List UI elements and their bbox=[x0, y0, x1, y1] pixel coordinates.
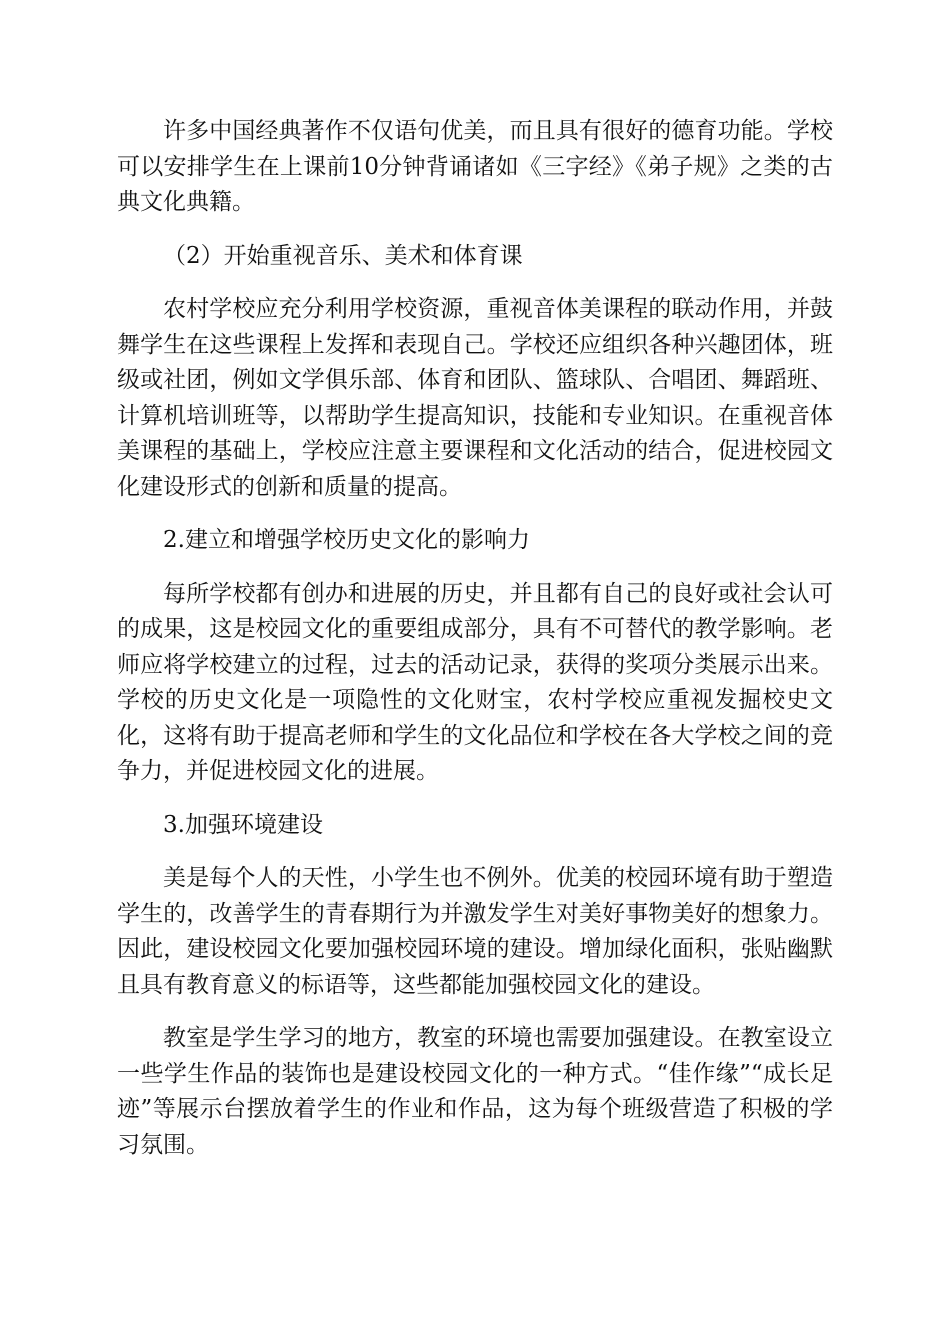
paragraph-environment: 美是每个人的天性，小学生也不例外。优美的校园环境有助于塑造学生的，改善学生的青春期行为并激发学生对美好事物美好的想象力。因此，建设校园文化要加强校园环境的建设。增加绿化面积，张贴幽默且具有教育意义的标语等，这些都能加强校园文化的建设。 bbox=[117, 865, 833, 998]
heading-school-history: 2.建立和增强学校历史文化的影响力 bbox=[163, 527, 530, 553]
heading-music-art-pe: （2）开始重视音乐、美术和体育课 bbox=[163, 242, 523, 269]
paragraph-school-history: 每所学校都有创办和进展的历史，并且都有自己的良好或社会认可的成果，这是校园文化的重要组成部分，具有不可替代的教学影响。老师应将学校建立的过程，过去的活动记录，获得的奖项分类展示出来。学校的历史文化是一项隐性的文化财宝，农村学校应重视发掘校史文化，这将有助于提高老师和学生的文化品位和学校在各大学校之间的竞争力，并促进校园文化的进展。 bbox=[117, 580, 833, 784]
paragraph-classroom: 教室是学生学习的地方，教室的环境也需要加强建设。在教室设立一些学生作品的装饰也是建设校园文化的一种方式。“佳作缘”“成长足迹”等展示台摆放着学生的作业和作品，这为每个班级营造了积极的学习氛围。 bbox=[117, 1025, 833, 1158]
document-body bbox=[117, 114, 833, 1181]
paragraph-music-art-pe: 农村学校应充分利用学校资源，重视音体美课程的联动作用，并鼓舞学生在这些课程上发挥和表现自己。学校还应组织各种兴趣团体，班级或社团，例如文学俱乐部、体育和团队、篮球队、合唱团、舞蹈班、计算机培训班等，以帮助学生提高知识，技能和专业知识。在重视音体美课程的基础上，学校应注意主要课程和文化活动的结合，促进校园文化建设形式的创新和质量的提高。 bbox=[117, 296, 833, 500]
heading-environment: 3.加强环境建设 bbox=[163, 811, 323, 838]
paragraph-classics: 许多中国经典著作不仅语句优美，而且具有很好的德育功能。学校可以安排学生在上课前10分钟背诵诸如《三字经》《弟子规》之类的古典文化典籍。 bbox=[117, 118, 833, 215]
